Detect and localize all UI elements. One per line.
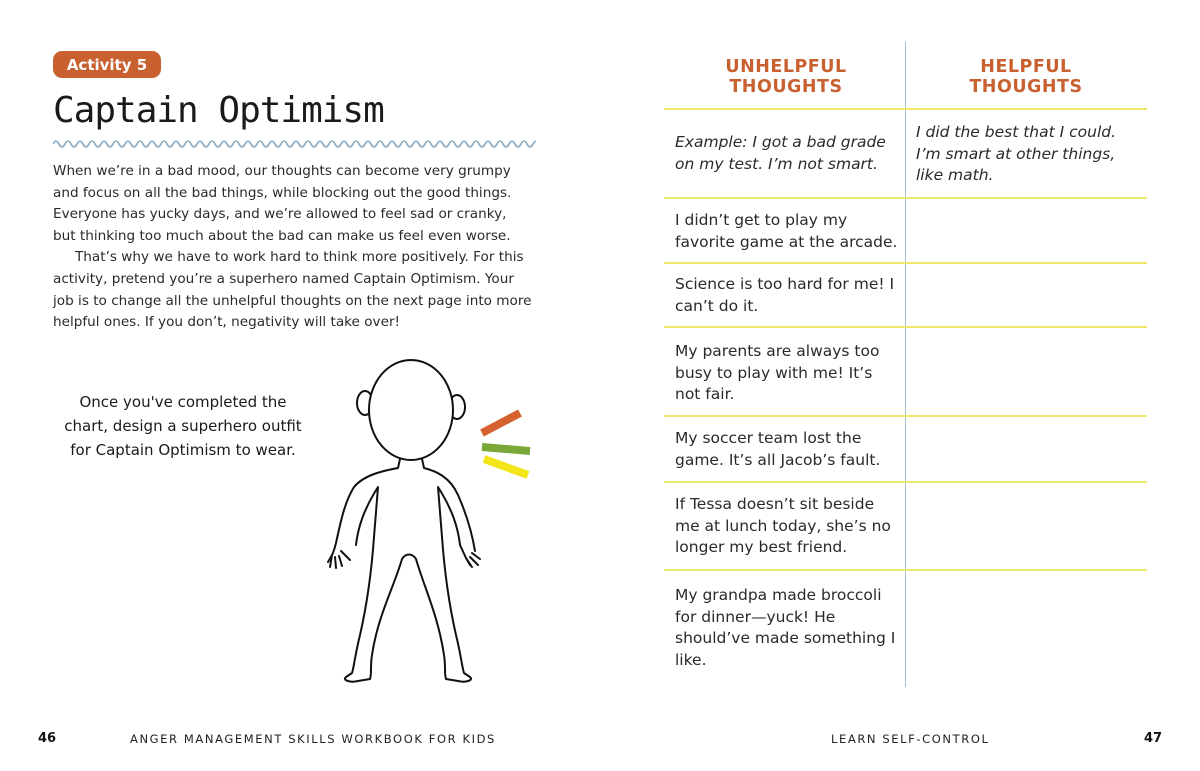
- page-title: Captain Optimism: [53, 90, 384, 131]
- helpful-thought-blank-1[interactable]: [916, 210, 1144, 254]
- intro-paragraph-1: When we’re in a bad mood, our thoughts can become very grumpy and focus on all the bad things, while blocking out the good things. Everyone has yucky days, and we’re allowed to feel sad or cranky, but thinking too much about the bad can make us feel even worse.: [53, 163, 512, 244]
- page-number-right: 47: [1144, 731, 1163, 746]
- footer-chapter-title: LEARN SELF-CONTROL: [831, 732, 990, 746]
- row-rule: [664, 481, 1147, 483]
- head: [369, 360, 453, 460]
- unhelpful-thought-science: Science is too hard for me! I can’t do it.: [675, 275, 895, 315]
- unhelpful-thought-tessa: If Tessa doesn’t sit beside me at lunch today, she’s no longer my best friend.: [675, 495, 891, 556]
- row-rule: [664, 415, 1147, 417]
- column-header-helpful: HELPFUL THOUGHTS: [969, 57, 1083, 97]
- action-line-yellow: [484, 459, 528, 475]
- unhelpful-thought-grandpa: My grandpa made broccoli for dinner—yuck! He should’ve made something I like.: [675, 586, 896, 669]
- helpful-thought-blank-6[interactable]: [916, 585, 1144, 673]
- right-hand: [460, 545, 480, 567]
- helpful-thought-blank-3[interactable]: [916, 341, 1144, 407]
- row-rule: [664, 262, 1147, 264]
- action-line-orange: [482, 413, 520, 433]
- footer-book-title: ANGER MANAGEMENT SKILLS WORKBOOK FOR KIDS: [130, 732, 496, 746]
- column-header-unhelpful: UNHELPFUL THOUGHTS: [725, 57, 847, 97]
- intro-paragraph-2: That’s why we have to work hard to think more positively. For this activity, pretend you’re a superhero named Captain Optimism. Your job is to change all the unhelpful thoughts on the next page into more helpful ones. If you don’t, negativity will take over!: [53, 249, 532, 331]
- row-rule: [664, 108, 1147, 110]
- row-rule: [664, 569, 1147, 571]
- callout-text: Once you've completed the chart, design a superhero outfit for Captain Optimism to wear.: [64, 393, 302, 459]
- unhelpful-thought-parents: My parents are always too busy to play with me! It’s not fair.: [675, 342, 880, 403]
- activity-badge: Activity 5: [53, 51, 161, 78]
- unhelpful-thought-soccer: My soccer team lost the game. It’s all Jacob’s fault.: [675, 429, 881, 469]
- row-rule: [664, 197, 1147, 199]
- wavy-divider: [53, 138, 536, 150]
- body: [328, 459, 475, 682]
- unhelpful-thought-example: Example: I got a bad grade on my test. I’m not smart.: [675, 133, 886, 173]
- unhelpful-thought-arcade: I didn’t get to play my favorite game at the arcade.: [675, 211, 898, 251]
- helpful-thought-blank-2[interactable]: [916, 274, 1144, 318]
- intro-text: [53, 161, 533, 334]
- column-divider: [905, 42, 906, 687]
- helpful-thought-blank-4[interactable]: [916, 428, 1144, 472]
- helpful-thought-example: I did the best that I could. I’m smart at other things, like math.: [916, 123, 1117, 184]
- helpful-thought-blank-5[interactable]: [916, 494, 1144, 560]
- superhero-body-outline: [320, 355, 550, 695]
- action-line-green: [482, 447, 530, 451]
- page-number-left: 46: [38, 731, 57, 746]
- row-rule: [664, 326, 1147, 328]
